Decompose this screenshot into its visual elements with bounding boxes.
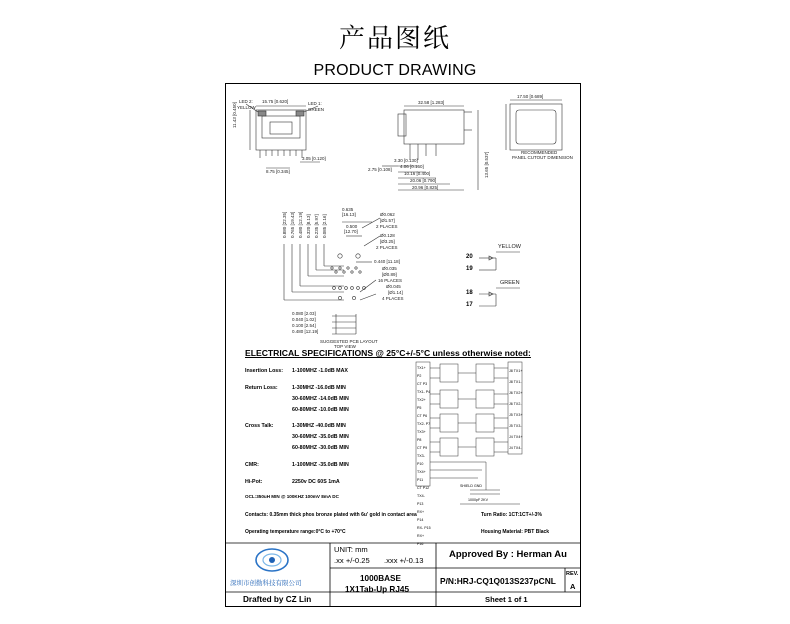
- front-led1-label: LED 1:: [308, 101, 322, 106]
- pcb-hole2-mm: [Ø3.25]: [380, 239, 395, 244]
- pcb-dim-0440: 0.440 [11.18]: [374, 259, 400, 264]
- revision-label: REV.: [566, 571, 579, 577]
- side-dim-4: 10.16 [0.400]: [404, 171, 431, 176]
- pcb-col-dim: 0.320 [8.13]: [306, 214, 311, 238]
- pcb-hole4: Ø0.045: [386, 284, 401, 289]
- schematic-pin: TX2+ P5: [417, 398, 426, 410]
- schematic-pin: RX- P15: [417, 526, 431, 530]
- pcb-hole2-count: 2 PLACES: [376, 245, 398, 250]
- spec-hipot-value: 2250v DC 60S 1mA: [292, 479, 340, 485]
- schematic-pin: J8 TX1+: [509, 369, 523, 373]
- pcb-col-dim: 0.880 [22.35]: [282, 211, 287, 238]
- pcb-col-dim: 0.235 [5.97]: [314, 214, 319, 238]
- spec-cmr-value: 1-100MHZ -35.0dB MIN: [292, 462, 349, 468]
- front-green-label: GREEN: [308, 107, 325, 112]
- spec-cross-label: Cross Talk:: [245, 423, 274, 429]
- spec-housing: Housing Material: PBT Black: [481, 529, 550, 535]
- schematic-pin: J4 TX4+: [509, 435, 523, 439]
- spec-return-label: Return Loss:: [245, 385, 278, 391]
- side-dim-3: 2.75 [0.108]: [368, 167, 392, 172]
- front-dim-right: 3.05 [0.120]: [302, 156, 326, 161]
- pcb-dim-0500: 0.500: [346, 224, 358, 229]
- side-dim-6: 20.96 [0.825]: [412, 185, 439, 190]
- approved-by: Approved By : Herman Au: [449, 549, 567, 560]
- pcb-hole3-count: 16 PLACES: [378, 278, 403, 283]
- led-pin-18: 18: [466, 290, 473, 296]
- led-diagram: [479, 252, 520, 306]
- schematic-pin: J6 TX2+: [509, 391, 523, 395]
- schematic-pin: TX4- P13: [417, 494, 425, 506]
- spec-return-line: 30-60MHZ -14.0dB MIN: [292, 396, 349, 402]
- tolerance-2-place: .xx +/-0.25: [334, 556, 370, 565]
- spec-turn-ratio: Turn Ratio: 1CT:1CT+/-3%: [481, 512, 542, 518]
- schematic-pin: RX+ P16: [417, 534, 425, 546]
- schematic-pin: J6 TX2-: [509, 402, 522, 406]
- schematic: [416, 362, 522, 504]
- led-green-label: GREEN: [500, 280, 520, 286]
- schematic-cap-label: 1000pF 2KV: [468, 498, 488, 502]
- schematic-pin: TX3+ P8: [417, 430, 426, 442]
- pcb-hole2: Ø0.128: [380, 233, 395, 238]
- schematic-pin: TX2- P7: [417, 422, 431, 426]
- company-name: 深圳市创勤科技有限公司: [230, 579, 302, 587]
- schematic-pin: CT P3: [417, 382, 428, 386]
- schematic-pin: RX+ P14: [417, 510, 425, 522]
- side-dim-right: 13.65 [0.537]: [484, 151, 489, 178]
- company-logo-icon: [256, 549, 288, 571]
- front-dim-left: 11.43 [0.450]: [232, 102, 237, 128]
- pcb-dim-b1: 0.080 [2.03]: [292, 311, 316, 316]
- schematic-left-pins: [417, 364, 431, 548]
- panel-dim-top: 17.50 [0.689]: [517, 94, 544, 99]
- spec-return-line: 60-80MHZ -10.0dB MIN: [292, 407, 349, 413]
- pcb-dim-b3: 0.100 [2.54]: [292, 323, 316, 328]
- schematic-right-pins: [509, 366, 523, 454]
- pcb-col-dim: 0.085 [2.16]: [322, 214, 327, 238]
- front-dim-top: 15.75 [0.620]: [262, 99, 289, 104]
- page-title-en: PRODUCT DRAWING: [313, 62, 477, 79]
- product-name-2: 1X1Tab-Up RJ45: [345, 585, 410, 594]
- side-dim-2: 4.06 [0.160]: [400, 164, 424, 169]
- specs-heading: ELECTRICAL SPECIFICATIONS @ 25°C+/-5°C unless otherwise noted:: [245, 348, 531, 358]
- spec-cross-line: 60-80MHZ -30.0dB MIN: [292, 445, 349, 451]
- sheet-number: Sheet 1 of 1: [485, 595, 528, 604]
- pcb-dim-0635-mm: [16.13]: [342, 212, 356, 217]
- page-title-cn: 产品图纸: [338, 24, 451, 54]
- schematic-pin: TX3- P10: [417, 454, 425, 466]
- panel-note-1: RECOMMENDED: [521, 150, 558, 155]
- side-dim-top: 32.58 [1.283]: [418, 100, 445, 105]
- product-name-1: 1000BASE: [360, 574, 401, 583]
- pcb-caption-view: TOP VIEW: [334, 344, 356, 349]
- led-pin-19: 19: [466, 266, 473, 272]
- spec-hipot-label: Hi-Pot:: [245, 479, 263, 485]
- schematic-pin: J4 TX4-: [509, 446, 522, 450]
- spec-cross-line: 30-60MHZ -35.0dB MIN: [292, 434, 349, 440]
- revision-value: A: [570, 582, 576, 591]
- pcb-hole3: Ø0.035: [382, 266, 397, 271]
- schematic-pin: CT P12: [417, 486, 430, 490]
- pcb-dim-0635: 0.635: [342, 207, 354, 212]
- pcb-hole4-count: 4 PLACES: [382, 296, 404, 301]
- pcb-dim-b2: 0.040 [1.02]: [292, 317, 316, 322]
- led-pin-20: 20: [466, 254, 473, 260]
- spec-cmr-label: CMR:: [245, 462, 259, 468]
- pcb-hole1: Ø0.062: [380, 212, 395, 217]
- spec-contacts: Contacts: 0.35mm thick phos bronze plated with 6u' gold in contact area: [245, 512, 417, 518]
- side-dim-1: 3.30 [0.130]: [394, 158, 418, 163]
- pcb-col-dim: 0.480 [12.19]: [298, 211, 303, 238]
- schematic-pin: CT P6: [417, 414, 428, 418]
- spec-ocl: OCL:350uH MIN @ 100KHZ 100mV 8mA DC: [245, 494, 339, 499]
- front-yellow-label: YELLOW: [237, 105, 256, 110]
- side-dim-5: 20.06 [0.790]: [410, 178, 437, 183]
- front-led2-label: LED 2:: [239, 99, 253, 104]
- tolerance-3-place: .xxx +/-0.13: [384, 556, 424, 565]
- pcb-caption: SUGGESTED PCB LAYOUT: [320, 339, 378, 344]
- schematic-pin: TX1+ P2: [417, 366, 426, 378]
- schematic-pin: J8 TX1-: [509, 380, 522, 384]
- drafted-by: Drafted by CZ Lin: [243, 595, 312, 604]
- unit-label: UNIT: mm: [334, 545, 368, 554]
- schematic-shield-label: SHIELD GND: [460, 484, 482, 488]
- schematic-pin: TX1- P4: [417, 390, 431, 394]
- pcb-col-dim: 0.765 [19.43]: [290, 211, 295, 238]
- schematic-pin: TX4+ P11: [417, 470, 426, 482]
- schematic-pin: J5 TX3-: [509, 424, 522, 428]
- pcb-hole1-mm: [Ø1.57]: [380, 218, 395, 223]
- pcb-dim-b4: 0.480 [12.19]: [292, 329, 319, 334]
- spec-return-line: 1-30MHZ -16.0dB MIN: [292, 385, 346, 391]
- pcb-hole1-count: 2 PLACES: [376, 224, 398, 229]
- panel-cutout-view: [506, 100, 562, 150]
- led-pin-17: 17: [466, 302, 473, 308]
- spec-cross-line: 1-30MHZ -40.0dB MIN: [292, 423, 346, 429]
- schematic-pin: J5 TX3+: [509, 413, 523, 417]
- pcb-hole4-mm: [Ø1.14]: [388, 290, 403, 295]
- schematic-pin: CT P9: [417, 446, 428, 450]
- pcb-hole3-mm: [Ø0.89]: [382, 272, 397, 277]
- spec-temp: Operating temperature range:0°C to +70°C: [245, 529, 346, 535]
- pcb-dim-0500-mm: [12.70]: [344, 229, 358, 234]
- panel-note-2: PANEL CUTOUT DIMENSION: [512, 155, 573, 160]
- part-number: P/N:HRJ-CQ1Q013S237pCNL: [440, 576, 556, 586]
- spec-insertion-label: Insertion Loss:: [245, 368, 283, 374]
- front-dim-bottom: 8.75 [0.345]: [266, 169, 290, 174]
- spec-insertion-value: 1-100MHZ -1.0dB MAX: [292, 368, 348, 374]
- pcb-holes: [331, 254, 366, 300]
- led-yellow-label: YELLOW: [498, 244, 521, 250]
